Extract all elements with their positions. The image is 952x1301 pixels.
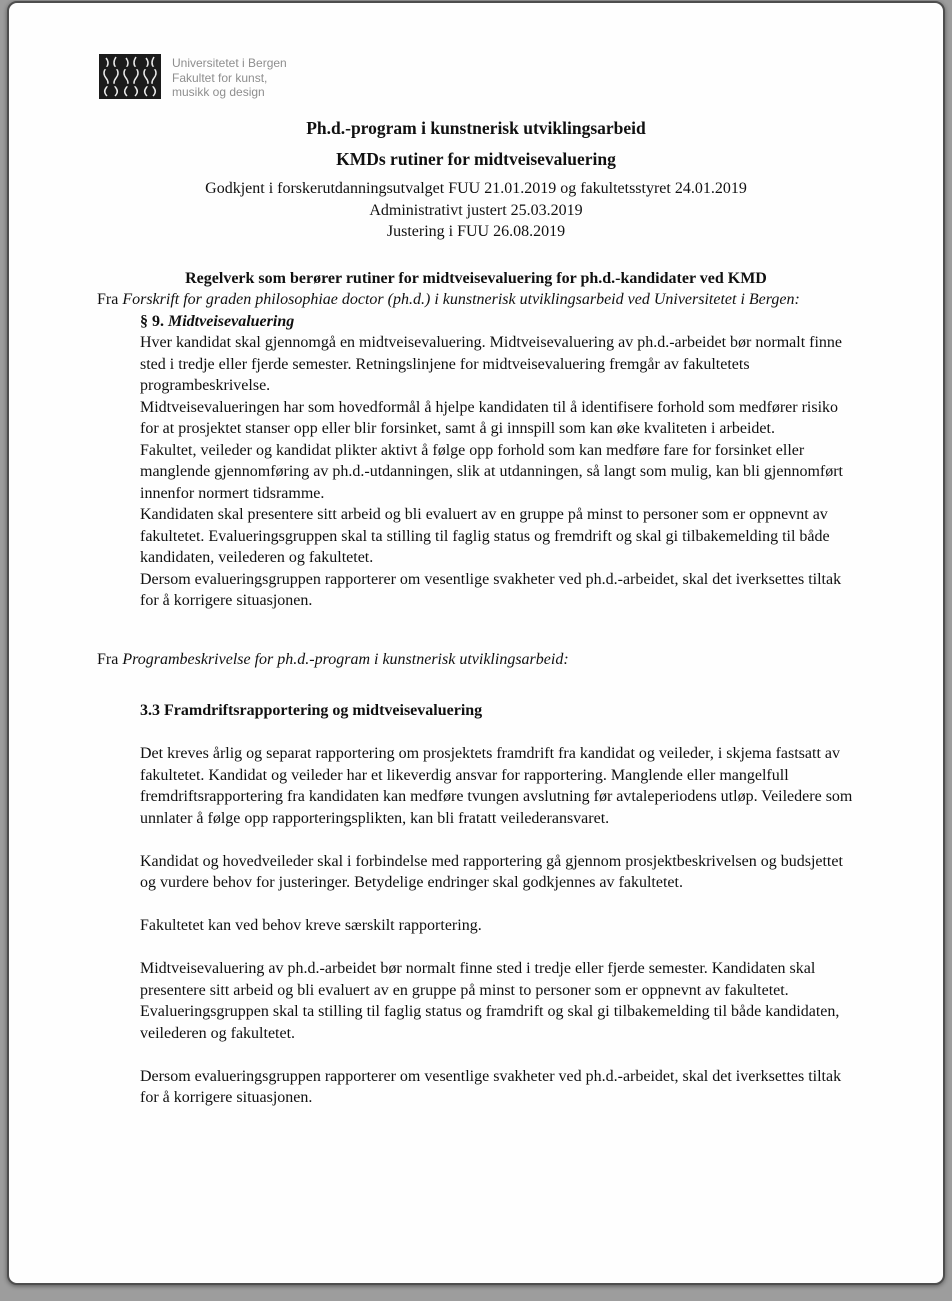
document-page bbox=[7, 1, 945, 1285]
document-subtitle: KMDs rutiner for midtveisevaluering bbox=[336, 149, 616, 169]
section-9-title: Midtveisevaluering bbox=[168, 312, 295, 330]
faculty-name-line2: musikk og design bbox=[172, 85, 265, 99]
university-logo bbox=[99, 53, 855, 101]
section-3-3-paragraph: Det kreves årlig og separat rapportering om prosjektets framdrift fra kandidat og veileder, i skjema fastsatt av fakultetet. Kandidat og veileder har et likeverdig ansvar for rapportering. Manglende eller mangelfull fremdriftsrapportering fra kandidaten kan medføre tvungen avslutning før avtaleperiodens utløp. Veiledere som unnlater å følge opp rapporteringsplikten, kan bli fratatt veilederansvaret. bbox=[140, 745, 853, 827]
source-2-title: Programbeskrivelse for ph.d.-program i kunstnerisk utviklingsarbeid: bbox=[122, 650, 569, 668]
section-9-number: § 9. bbox=[140, 312, 168, 330]
section-3-3-paragraph: Fakultetet kan ved behov kreve særskilt rapportering. bbox=[140, 917, 482, 934]
section-heading: Regelverk som berører rutiner for midtveisevaluering for ph.d.-kandidater ved KMD bbox=[185, 269, 767, 287]
section-9-paragraph: Hver kandidat skal gjennomgå en midtveisevaluering. Midtveisevaluering av ph.d.-arbeidet bør normalt finne sted i tredje eller fjerde semester. Retningslinjene for midtveisevaluering fremgår av fakultetets programbeskrivelse. bbox=[140, 334, 843, 394]
document-title: Ph.d.-program i kunstnerisk utviklingsarbeid bbox=[306, 118, 646, 138]
program-description-section-3-3 bbox=[140, 700, 855, 1109]
section-3-3-paragraph: Dersom evalueringsgruppen rapporterer om vesentlige svakheter ved ph.d.-arbeidet, skal det iverksettes tiltak for å korrigere situasjonen. bbox=[140, 1067, 842, 1106]
uib-seal-icon bbox=[99, 53, 161, 100]
regulation-section-9 bbox=[140, 311, 855, 612]
source-1-prefix: Fra bbox=[97, 291, 123, 308]
source-2-prefix: Fra bbox=[97, 650, 123, 668]
university-name-block bbox=[172, 53, 287, 100]
faculty-name-line1: Fakultet for kunst, bbox=[172, 70, 268, 85]
source-reference-1 bbox=[97, 289, 855, 311]
section-3-3-paragraph: Midtveisevaluering av ph.d.-arbeidet bør normalt finne sted i tredje eller fjerde semester. Kandidaten skal presentere sitt arbeid og bli evaluert av en gruppe på minst to personer som er oppnevnt av fakultetet. Evalueringsgruppen skal ta stilling til faglig status og framdrift og skal gi tilbakemelding til både kandidaten, veilederen og fakultetet. bbox=[140, 960, 840, 1042]
section-9-paragraph: Midtveisevalueringen har som hovedformål å hjelpe kandidaten til å identifisere forhold som medfører risiko for at prosjektet stanser opp eller blir forsinket, samt å gi innspill som kan øke kvaliteten i arbeidet. bbox=[140, 398, 839, 437]
source-1-title: Forskrift for graden philosophiae doctor (ph.d.) i kunstnerisk utviklingsarbeid ved Universitetet i Bergen: bbox=[122, 291, 800, 308]
approval-line-3: Justering i FUU 26.08.2019 bbox=[386, 223, 566, 240]
section-9-paragraph: Dersom evalueringsgruppen rapporterer om vesentlige svakheter ved ph.d.-arbeidet, skal det iverksettes tiltak for å korrigere situasjonen. bbox=[140, 570, 842, 609]
source-reference-2 bbox=[97, 649, 855, 671]
section-9-paragraph: Kandidaten skal presentere sitt arbeid og bli evaluert av en gruppe på minst to personer som er oppnevnt av fakultetet. Evalueringsgruppen skal ta stilling til faglig status og fremdrift og skal gi tilbakemelding til både kandidaten, veilederen og fakultetet. bbox=[140, 506, 830, 566]
section-3-3-paragraph: Kandidat og hovedveileder skal i forbindelse med rapportering gå gjennom prosjektbeskrivelsen og budsjettet og vurdere behov for justeringer. Betydelige endringer skal godkjennes av fakultetet. bbox=[140, 852, 843, 891]
section-3-3-heading: 3.3 Framdriftsrapportering og midtveisevaluering bbox=[140, 702, 483, 719]
approval-line-1: Godkjent i forskerutdanningsutvalget FUU 21.01.2019 og fakultetsstyret 24.01.2019 bbox=[205, 180, 747, 197]
section-9-paragraph: Fakultet, veileder og kandidat plikter aktivt å følge opp forhold som kan medføre fare for forsinket eller manglende gjennomføring av ph.d.-utdanningen, slik at utdanningen, så langt som mulig, kan bli gjennomført innenfor normert tidsramme. bbox=[140, 441, 843, 502]
document-content bbox=[9, 3, 943, 1109]
section-9-heading bbox=[140, 311, 855, 333]
approval-line-2: Administrativt justert 25.03.2019 bbox=[369, 201, 583, 219]
university-name: Universitetet i Bergen bbox=[172, 56, 287, 70]
